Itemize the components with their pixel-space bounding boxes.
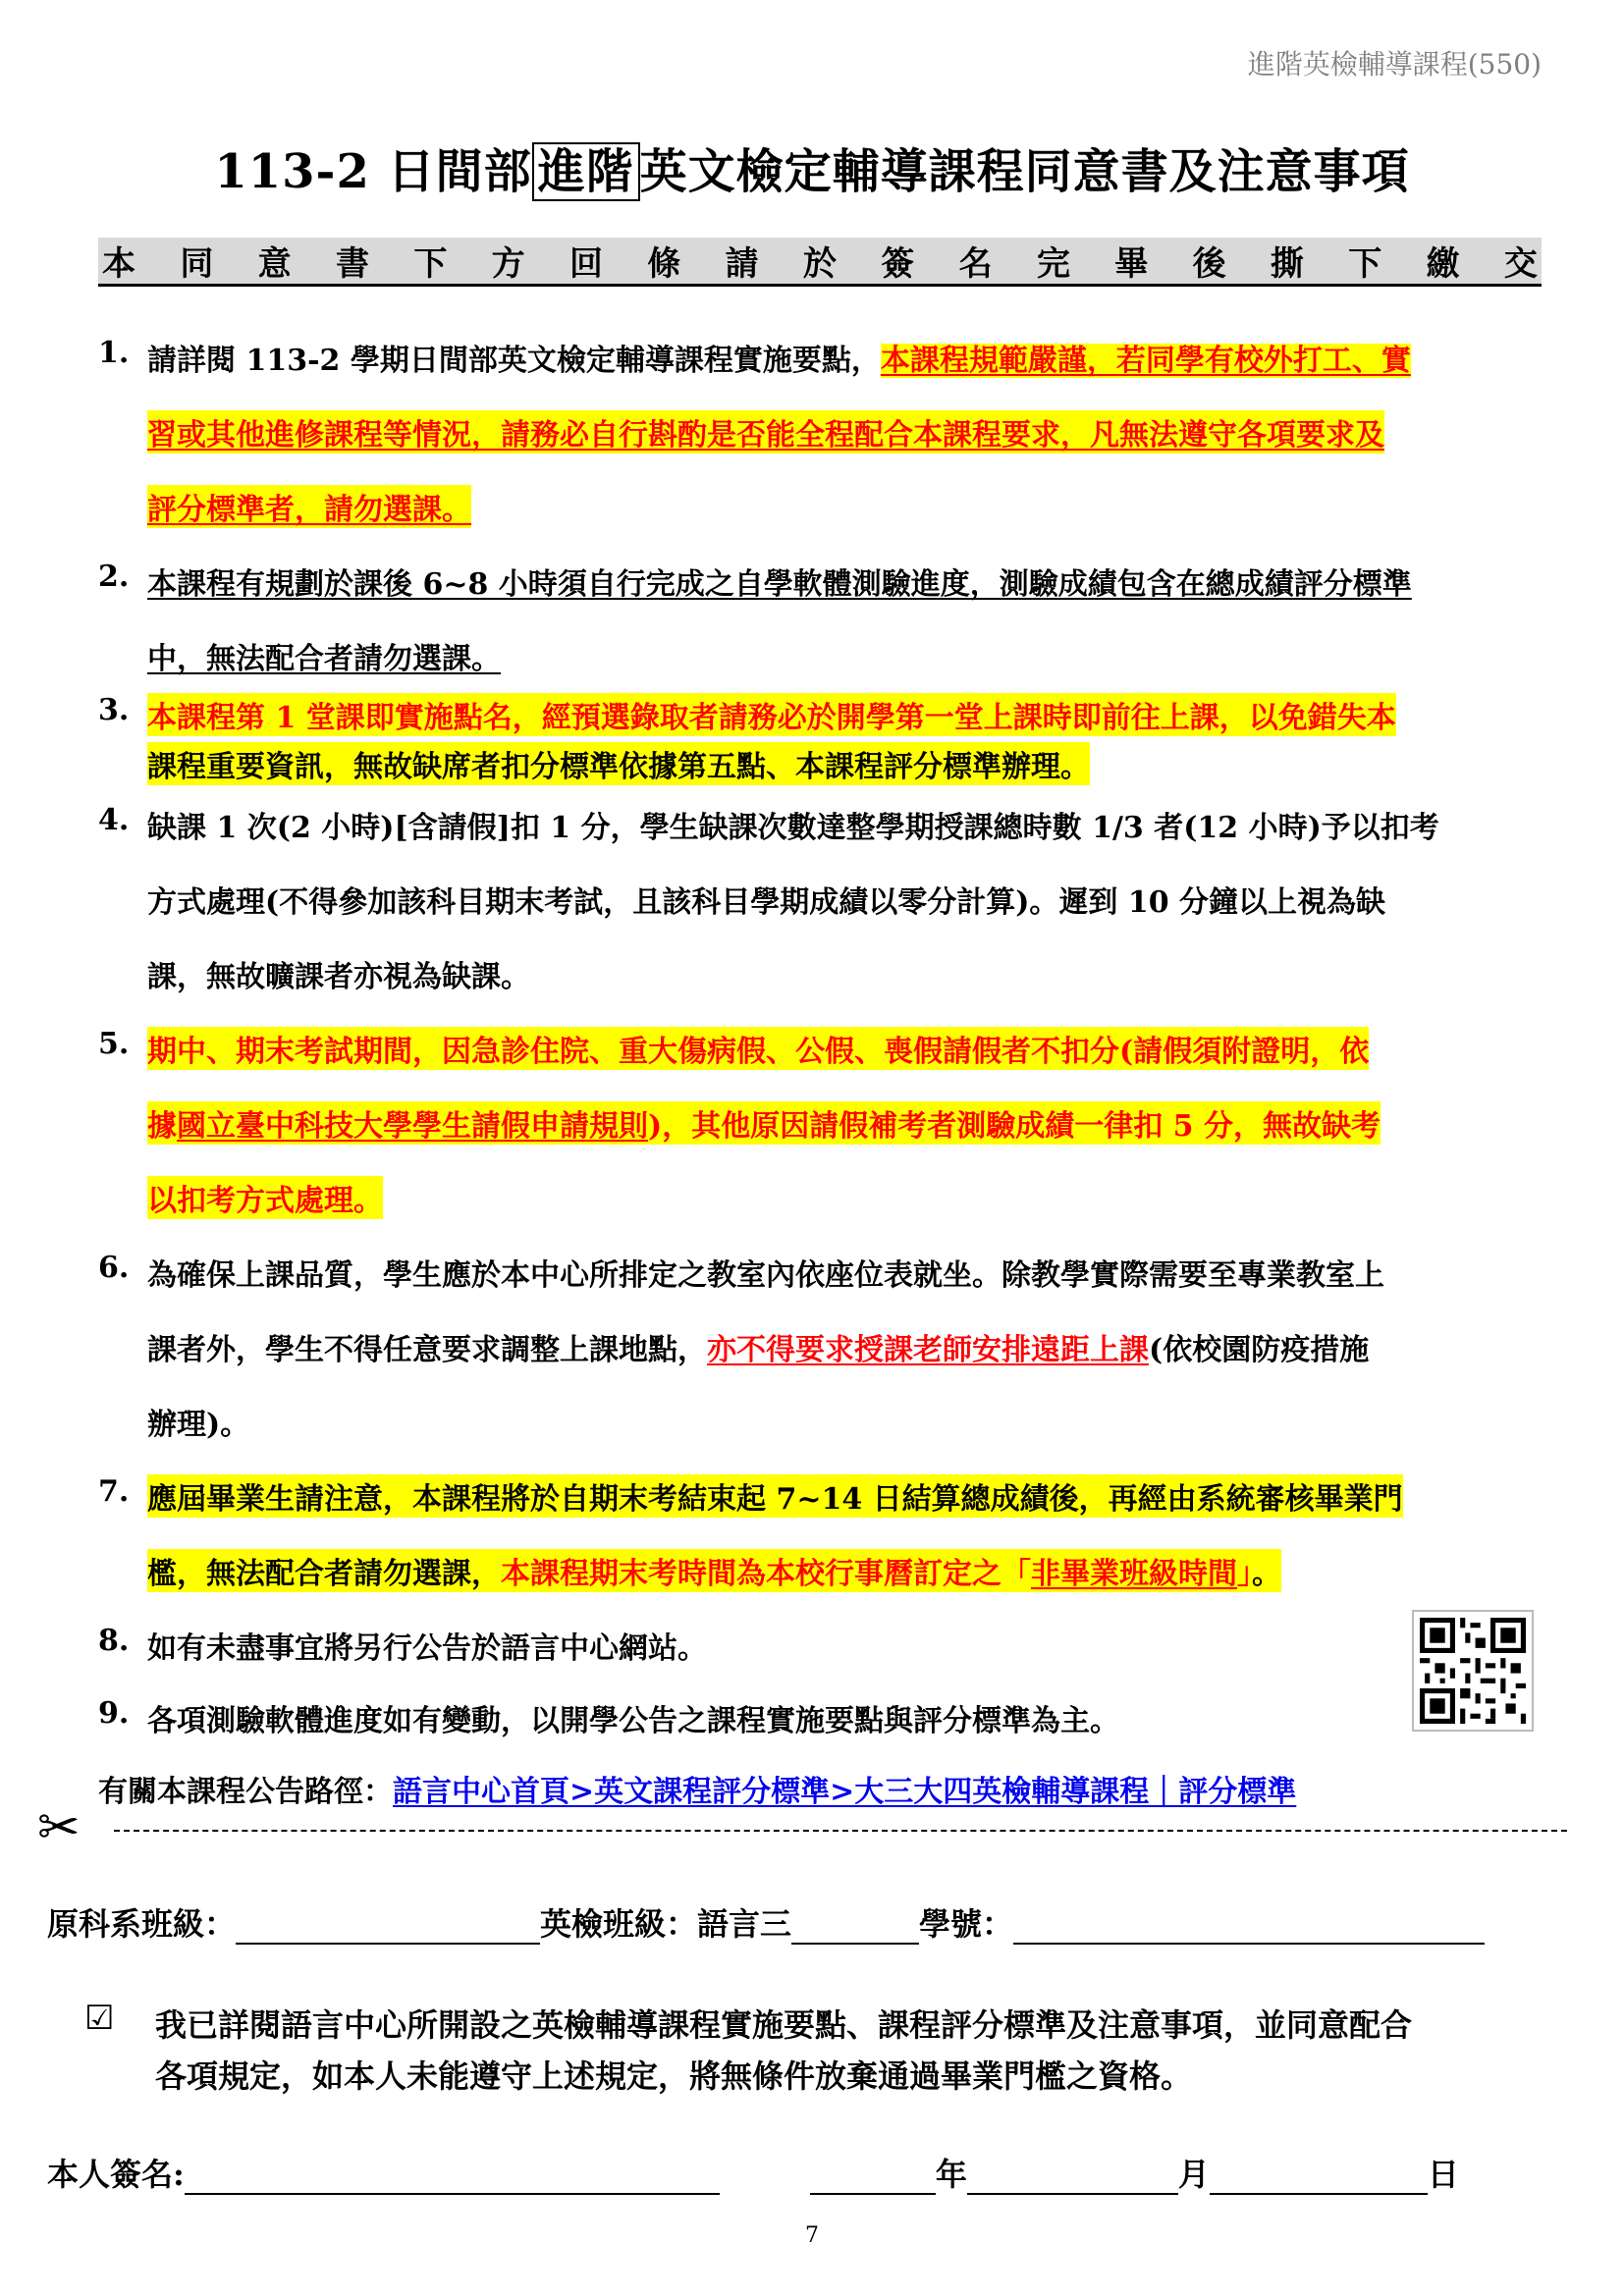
item-line: 課，無故曠課者亦視為缺課。 bbox=[147, 960, 530, 994]
signature-label: 本人簽名: bbox=[47, 2156, 185, 2193]
banner-char: 繳 bbox=[1426, 244, 1460, 284]
banner-char: 方 bbox=[491, 244, 525, 284]
path-label: 有關本課程公告路徑： bbox=[98, 1775, 393, 1809]
scissors-icon: ✂ bbox=[37, 1798, 81, 1857]
item-line: 課程重要資訊，無故缺席者扣分標準依據第五點、本課程評分標準辦理。 bbox=[147, 742, 1090, 785]
item-text: (依校園防疫措施 bbox=[1149, 1333, 1370, 1367]
item-line: 評分標準者，請勿選課。 bbox=[147, 485, 471, 528]
item-number: 7. bbox=[98, 1474, 130, 1509]
path-link[interactable]: 語言中心首頁>英文課程評分標準>大三大四英檢輔導課程｜評分標準 bbox=[393, 1775, 1297, 1809]
consent-line: 我已詳閱語言中心所開設之英檢輔導課程實施要點、課程評分標準及注意事項，並同意配合 bbox=[155, 2006, 1413, 2044]
instruction-banner bbox=[98, 238, 1542, 287]
item-text-red: 本課程期末考時間為本校行事曆訂定之「 bbox=[501, 1557, 1031, 1591]
item-line: 應屆畢業生請注意，本課程將於自期末考結束起 7~14 日結算總成績後，再經由系統審核畢業門 bbox=[147, 1474, 1403, 1518]
item-number: 1. bbox=[98, 336, 130, 370]
item-text-red: 」 bbox=[1237, 1557, 1252, 1591]
item-text: 請詳閱 113-2 學期日間部英文檢定輔導課程實施要點， bbox=[147, 344, 881, 378]
item-line bbox=[147, 336, 1411, 379]
banner-char: 完 bbox=[1036, 244, 1070, 284]
student-info-form bbox=[47, 1899, 1485, 1945]
banner-char: 交 bbox=[1503, 244, 1538, 284]
signature-row bbox=[47, 2150, 1459, 2195]
item-line: 為確保上課品質，學生應於本中心所排定之教室內依座位表就坐。除教學實際需要至專業教室上 bbox=[147, 1258, 1384, 1293]
class-label: 英檢班級：語言三 bbox=[540, 1905, 792, 1943]
banner-char: 名 bbox=[958, 244, 993, 284]
item-line bbox=[147, 1325, 1369, 1368]
item-number: 3. bbox=[98, 693, 130, 727]
item-line: 各項測驗軟體進度如有變動，以開學公告之課程實施要點與評分標準為主。 bbox=[147, 1704, 1119, 1738]
qr-code[interactable] bbox=[1412, 1610, 1534, 1732]
banner-char: 書 bbox=[335, 244, 369, 284]
item-text: 據 bbox=[147, 1109, 177, 1144]
item-number: 8. bbox=[98, 1624, 130, 1658]
student-id-field[interactable] bbox=[1013, 1911, 1485, 1945]
consent-checkbox[interactable]: ☑ bbox=[84, 1999, 115, 2038]
month-field[interactable] bbox=[967, 2162, 1178, 2195]
item-line: 本課程第 1 堂課即實施點名，經預選錄取者請務必於開學第一堂上課時即前往上課，以免錯失本 bbox=[147, 693, 1396, 736]
month-label: 月 bbox=[1177, 2156, 1210, 2193]
page-number: 7 bbox=[805, 2223, 819, 2248]
banner-char: 本 bbox=[102, 244, 135, 284]
banner-char: 撕 bbox=[1270, 244, 1304, 284]
item-line: 缺課 1 次(2 小時)[含請假]扣 1 分，學生缺課次數達整學期授課總時數 1/3 者(12 小時)予以扣考 bbox=[147, 811, 1439, 845]
item-line: 以扣考方式處理。 bbox=[147, 1176, 383, 1219]
title-boxed: 進階 bbox=[532, 142, 640, 201]
dashed-divider bbox=[114, 1830, 1567, 1832]
dept-label: 原科系班級： bbox=[47, 1905, 237, 1943]
banner-char: 同 bbox=[180, 244, 214, 284]
item-number: 6. bbox=[98, 1251, 130, 1285]
item-text: )，其他原因請假補考者測驗成績一律扣 5 分，無故缺考 bbox=[648, 1109, 1380, 1144]
cut-line bbox=[37, 1798, 1569, 1857]
banner-char: 意 bbox=[257, 244, 292, 284]
item-line: 方式處理(不得參加該科目期末考試，且該科目學期成績以零分計算)。遲到 10 分鐘以上視為缺 bbox=[147, 885, 1386, 920]
item-line: 中，無法配合者請勿選課。 bbox=[147, 642, 501, 676]
item-text: 。 bbox=[1252, 1557, 1281, 1591]
item-line bbox=[147, 1549, 1281, 1592]
item-text-red-underline: 非畢業班級時間 bbox=[1031, 1557, 1237, 1591]
class-field[interactable] bbox=[791, 1911, 919, 1945]
year-field[interactable] bbox=[810, 2162, 936, 2195]
item-line: 辦理)。 bbox=[147, 1408, 250, 1442]
consent-line: 各項規定，如本人未能遵守上述規定，將無條件放棄通過畢業門檻之資格。 bbox=[155, 2057, 1193, 2095]
page-title bbox=[0, 133, 1624, 201]
banner-char: 請 bbox=[725, 244, 759, 284]
qr-code-icon bbox=[1420, 1618, 1526, 1724]
day-field[interactable] bbox=[1210, 2162, 1428, 2195]
year-label: 年 bbox=[935, 2156, 967, 2193]
announcement-path bbox=[98, 1767, 1296, 1810]
signature-field[interactable] bbox=[185, 2162, 720, 2195]
item-text-red: 亦不得要求授課老師安排遠距上課 bbox=[707, 1333, 1149, 1367]
item-number: 4. bbox=[98, 803, 130, 837]
dept-field[interactable] bbox=[236, 1911, 540, 1945]
title-pre: 113-2 日間部 bbox=[214, 144, 532, 199]
regulation-link[interactable]: 國立臺中科技大學學生請假申請規則 bbox=[177, 1109, 648, 1144]
banner-char: 簽 bbox=[881, 244, 915, 284]
id-label: 學號： bbox=[919, 1905, 1014, 1943]
item-line: 習或其他進修課程等情況，請務必自行斟酌是否能全程配合本課程要求，凡無法遵守各項要求及 bbox=[147, 410, 1384, 454]
banner-char: 下 bbox=[413, 244, 448, 284]
item-number: 5. bbox=[98, 1027, 130, 1061]
item-number: 2. bbox=[98, 560, 130, 594]
banner-char: 回 bbox=[568, 244, 603, 284]
item-line: 如有未盡事宜將另行公告於語言中心網站。 bbox=[147, 1631, 707, 1666]
banner-char: 畢 bbox=[1114, 244, 1149, 284]
banner-char: 於 bbox=[802, 244, 837, 284]
banner-char: 下 bbox=[1348, 244, 1382, 284]
item-text-highlight: 本課程規範嚴謹，若同學有校外打工、實 bbox=[880, 344, 1411, 378]
title-post: 英文檢定輔導課程同意書及注意事項 bbox=[639, 144, 1410, 199]
item-line: 本課程有規劃於課後 6~8 小時須自行完成之自學軟體測驗進度，測驗成績包含在總成績評分標準 bbox=[147, 567, 1412, 602]
item-text: 檻，無法配合者請勿選課， bbox=[147, 1557, 501, 1591]
day-label: 日 bbox=[1427, 2156, 1459, 2193]
banner-char: 後 bbox=[1192, 244, 1226, 284]
item-text: 課者外，學生不得任意要求調整上課地點， bbox=[147, 1333, 707, 1367]
item-line bbox=[147, 1101, 1380, 1145]
banner-char: 條 bbox=[647, 244, 681, 284]
item-line: 期中、期末考試期間，因急診住院、重大傷病假、公假、喪假請假者不扣分(請假須附證明，依 bbox=[147, 1027, 1369, 1070]
item-number: 9. bbox=[98, 1696, 130, 1731]
header-tag: 進階英檢輔導課程(550) bbox=[1247, 48, 1542, 80]
